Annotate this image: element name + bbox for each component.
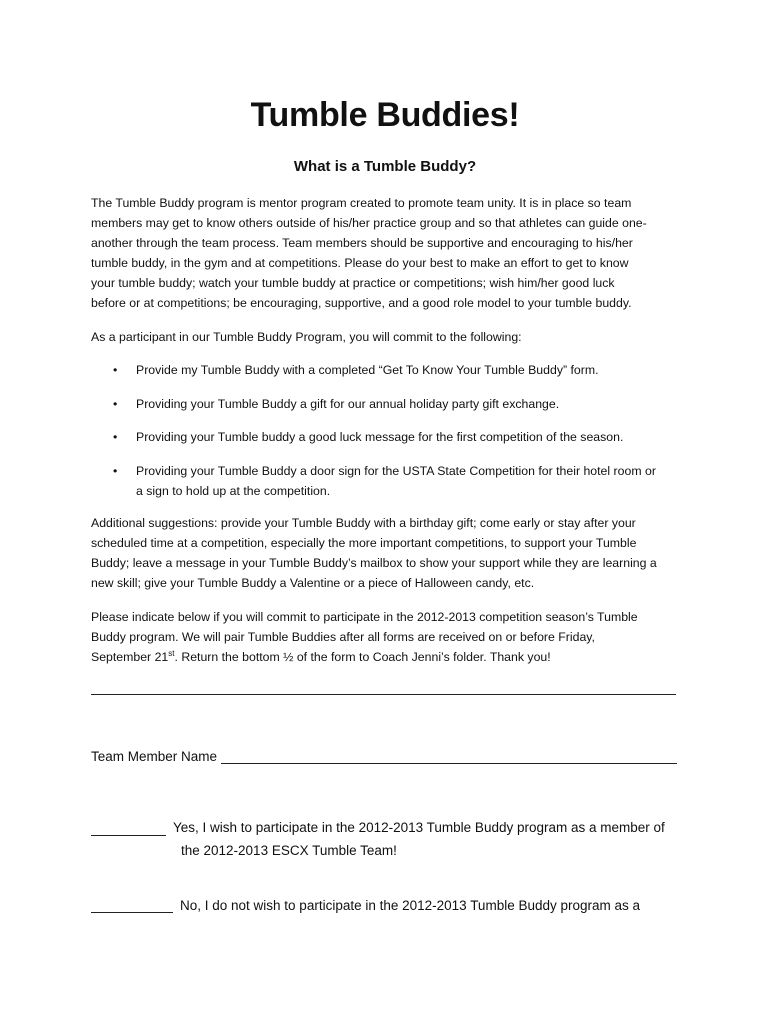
intro-line: another through the team process. Team members should be supportive and encouraging to his/her — [91, 236, 633, 250]
indicate-line — [91, 647, 691, 667]
member-name-row — [91, 749, 677, 764]
section-heading: What is a Tumble Buddy? — [293, 158, 477, 175]
date-ordinal: st — [168, 648, 175, 658]
intro-line: The Tumble Buddy program is mentor program created to promote team unity. It is in place so team — [91, 196, 632, 210]
suggestions-line: Additional suggestions: provide your Tumble Buddy with a birthday gift; come early or stay after your — [91, 516, 636, 530]
list-item: Providing your Tumble buddy a good luck message for the first competition of the season. — [136, 430, 624, 444]
suggestions-line: scheduled time at a competition, especially the more important competitions, to support your Tumble — [91, 536, 637, 550]
yes-option-text: Yes, I wish to participate in the 2012-2013 Tumble Buddy program as a member of — [173, 820, 665, 835]
page-title: Tumble Buddies! — [250, 96, 520, 134]
intro-line: before or at competitions; be encouraging, supportive, and a good role model to your tumble buddy. — [91, 296, 632, 310]
yes-option-text-continuation: the 2012-2013 ESCX Tumble Team! — [181, 843, 397, 858]
list-item-continuation: a sign to hold up at the competition. — [136, 484, 331, 498]
bullet-icon: • — [113, 363, 118, 377]
commit-intro: As a participant in our Tumble Buddy Program, you will commit to the following: — [91, 330, 522, 344]
bullet-icon: • — [113, 397, 118, 411]
bullet-icon: • — [113, 430, 118, 444]
indicate-line: Please indicate below if you will commit to participate in the 2012-2013 competition season’s Tumble — [91, 610, 638, 624]
intro-line: your tumble buddy; watch your tumble buddy at practice or competitions; wish him/her good luck — [91, 276, 615, 290]
bullet-icon: • — [113, 464, 118, 478]
no-option-text: No, I do not wish to participate in the 2012-2013 Tumble Buddy program as a — [180, 898, 641, 913]
intro-line: members may get to know others outside of his/her practice group and so that athletes can guide one- — [91, 216, 647, 230]
suggestions-line: new skill; give your Tumble Buddy a Valentine or a piece of Halloween candy, etc. — [91, 576, 535, 590]
list-item: Providing your Tumble Buddy a gift for our annual holiday party gift exchange. — [136, 397, 560, 411]
indicate-line: Buddy program. We will pair Tumble Buddies after all forms are received on or before Friday, — [91, 630, 595, 644]
list-item: Provide my Tumble Buddy with a completed “Get To Know Your Tumble Buddy” form. — [136, 363, 599, 377]
no-checkbox-blank[interactable] — [91, 897, 173, 913]
member-name-field[interactable] — [221, 749, 677, 764]
suggestions-line: Buddy; leave a message in your Tumble Buddy’s mailbox to show your support while they are learning a — [91, 556, 657, 570]
return-instructions: . Return the bottom ½ of the form to Coach Jenni’s folder. Thank you! — [174, 650, 551, 664]
member-name-label: Team Member Name — [91, 749, 218, 764]
yes-checkbox-blank[interactable] — [91, 820, 166, 836]
intro-line: tumble buddy, in the gym and at competitions. Please do your best to make an effort to get to know — [91, 256, 629, 270]
list-item: Providing your Tumble Buddy a door sign for the USTA State Competition for their hotel room or — [136, 464, 656, 478]
deadline-date: September 21 — [91, 650, 169, 664]
cut-line — [91, 694, 676, 695]
